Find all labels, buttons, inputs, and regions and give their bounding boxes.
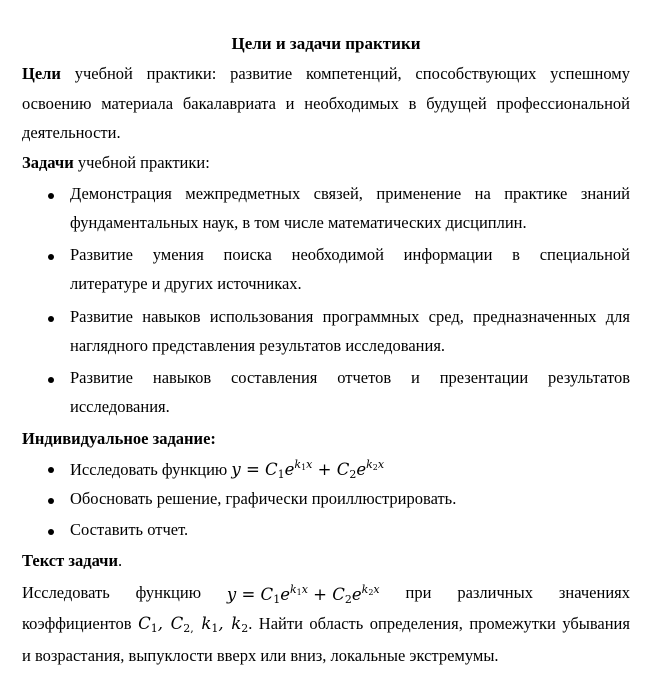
problem-word: значениях xyxy=(558,583,630,602)
bullet-icon xyxy=(48,377,54,383)
problem-word: Исследовать xyxy=(22,583,110,602)
task-item xyxy=(70,245,630,294)
task-item-line-2: наглядного представления результатов исследования. xyxy=(70,336,446,355)
problem-word: функцию xyxy=(135,583,202,602)
individual-item xyxy=(70,458,630,481)
task-item-line-1: Развитие навыков использования программных сред, предназначенных для xyxy=(70,307,630,326)
task-item-line-1: Развитие навыков составления отчетов и презентации результатов xyxy=(70,368,630,387)
goals-line-2: освоению материала бакалавриата и необходимых в будущей профессиональной xyxy=(22,94,630,113)
task-item-line-1: Развитие умения поиска необходимой информации в специальной xyxy=(70,245,630,264)
task-item-line-1: Демонстрация межпредметных связей, применение на практике знаний xyxy=(70,184,630,203)
tasks-heading-rest: учебной практики: xyxy=(77,153,210,172)
goals-label: Цели xyxy=(22,64,61,83)
individual-heading xyxy=(22,429,216,449)
problem-text: коэффициентов xyxy=(22,614,132,633)
individual-item-text: Исследовать функцию xyxy=(70,460,228,479)
problem-line-3: и возрастания, выпуклости вверх или вниз, локальные экстремумы. xyxy=(22,646,499,665)
bullet-icon xyxy=(48,254,54,260)
bullet-icon xyxy=(48,193,54,199)
task-item-line-2: исследования. xyxy=(70,397,170,416)
task-item xyxy=(70,184,630,233)
problem-line-2 xyxy=(22,614,630,635)
problem-text: . Найти область определения, промежутки убывания xyxy=(248,614,630,633)
task-item-line-2: литературе и других источниках. xyxy=(70,274,302,293)
bullet-icon xyxy=(48,498,54,504)
problem-heading xyxy=(22,551,122,571)
problem-heading-text: Текст задачи xyxy=(22,551,118,570)
goals-line-1 xyxy=(22,64,630,84)
function-formula: $y = C_1e^{k_1x} + C_2e^{k_2x}$ xyxy=(231,458,385,481)
tasks-label: Задачи xyxy=(22,153,74,172)
goals-line-3: деятельности. xyxy=(22,123,121,142)
task-item-line-2: фундаментальных наук, в том числе математических дисциплин. xyxy=(70,213,527,232)
individual-heading-text: Индивидуальное задание: xyxy=(22,429,216,448)
page-title: Цели и задачи практики xyxy=(231,34,421,53)
problem-heading-dot: . xyxy=(117,551,123,570)
individual-item: Составить отчет. xyxy=(70,520,189,539)
problem-line-1 xyxy=(22,583,630,606)
bullet-icon xyxy=(48,529,54,535)
goals-text-1: учебной практики: развитие компетенций, способствующих успешному xyxy=(74,64,630,83)
coefficients-formula: $C_1$, $C_{2,}$ $k_1$, $k_2$ xyxy=(138,614,249,635)
task-item xyxy=(70,307,630,356)
bullet-icon xyxy=(48,467,54,473)
problem-word: при xyxy=(405,583,432,602)
function-formula: $y = C_1e^{k_1x} + C_2e^{k_2x}$ xyxy=(226,583,380,606)
bullet-icon xyxy=(48,316,54,322)
problem-word: различных xyxy=(457,583,533,602)
individual-item: Обосновать решение, графически проиллюстрировать. xyxy=(70,489,457,508)
task-item xyxy=(70,368,630,417)
tasks-heading xyxy=(22,153,210,173)
